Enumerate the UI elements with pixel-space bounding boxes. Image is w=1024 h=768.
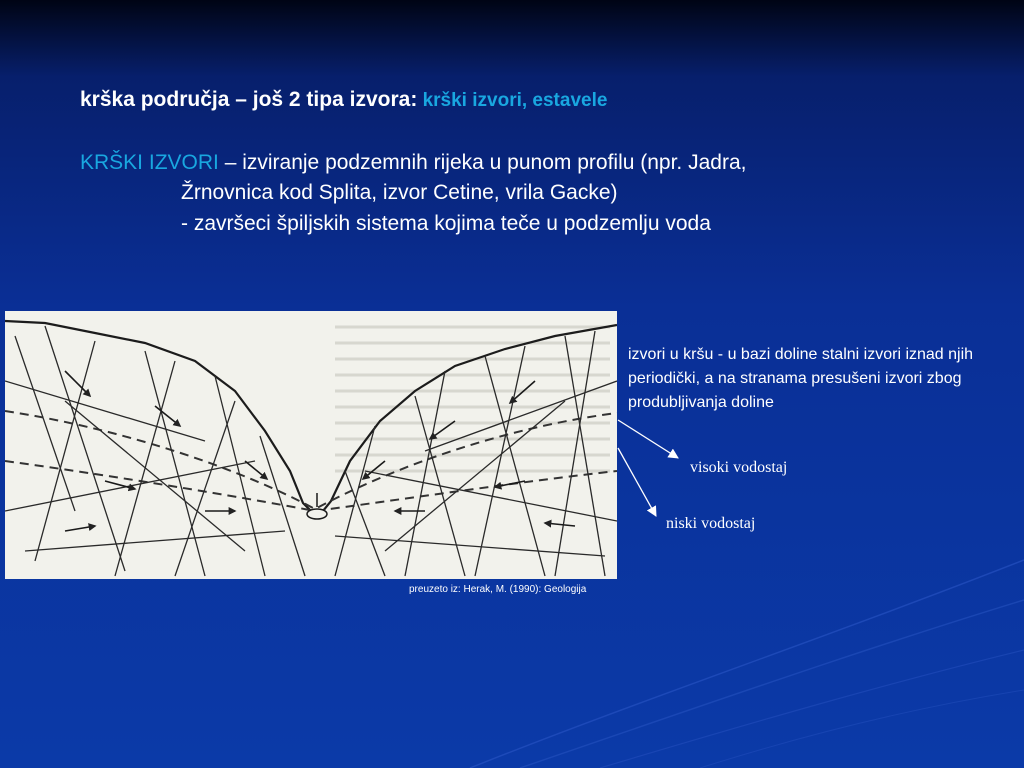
paragraph-line-1-text: – izviranje podzemnih rijeka u punom profilu (npr. Jadra,: [218, 151, 747, 174]
title-accent: krški izvori, estavele: [417, 90, 608, 111]
paragraph-line-1: [80, 151, 746, 175]
arrow-low-water: [618, 448, 656, 516]
title-colon: :: [410, 88, 418, 111]
paragraph-line-3: - završeci špiljskih sistema kojima teče u podzemlju voda: [181, 212, 711, 235]
term-krski-izvori: KRŠKI IZVORI: [80, 151, 219, 174]
arrow-high-water: [618, 420, 678, 458]
title-main: krška područja – još 2 tipa izvora: [80, 88, 411, 111]
paragraph-line-2: Žrnovnica kod Splita, izvor Cetine, vrila Gacke): [181, 181, 618, 204]
karst-spring-figure: [5, 311, 617, 579]
label-high-water: visoki vodostaj: [690, 459, 788, 476]
karst-cross-section-drawing: [5, 311, 617, 579]
spring-note: izvori u kršu - u bazi doline stalni izvori iznad njih periodički, a na stranama presušeni izvori zbog produbljivanja doline: [628, 346, 974, 411]
slide-title: [80, 88, 607, 112]
figure-caption: preuzeto iz: Herak, M. (1990): Geologija: [409, 584, 587, 595]
label-low-water: niski vodostaj: [666, 515, 756, 532]
